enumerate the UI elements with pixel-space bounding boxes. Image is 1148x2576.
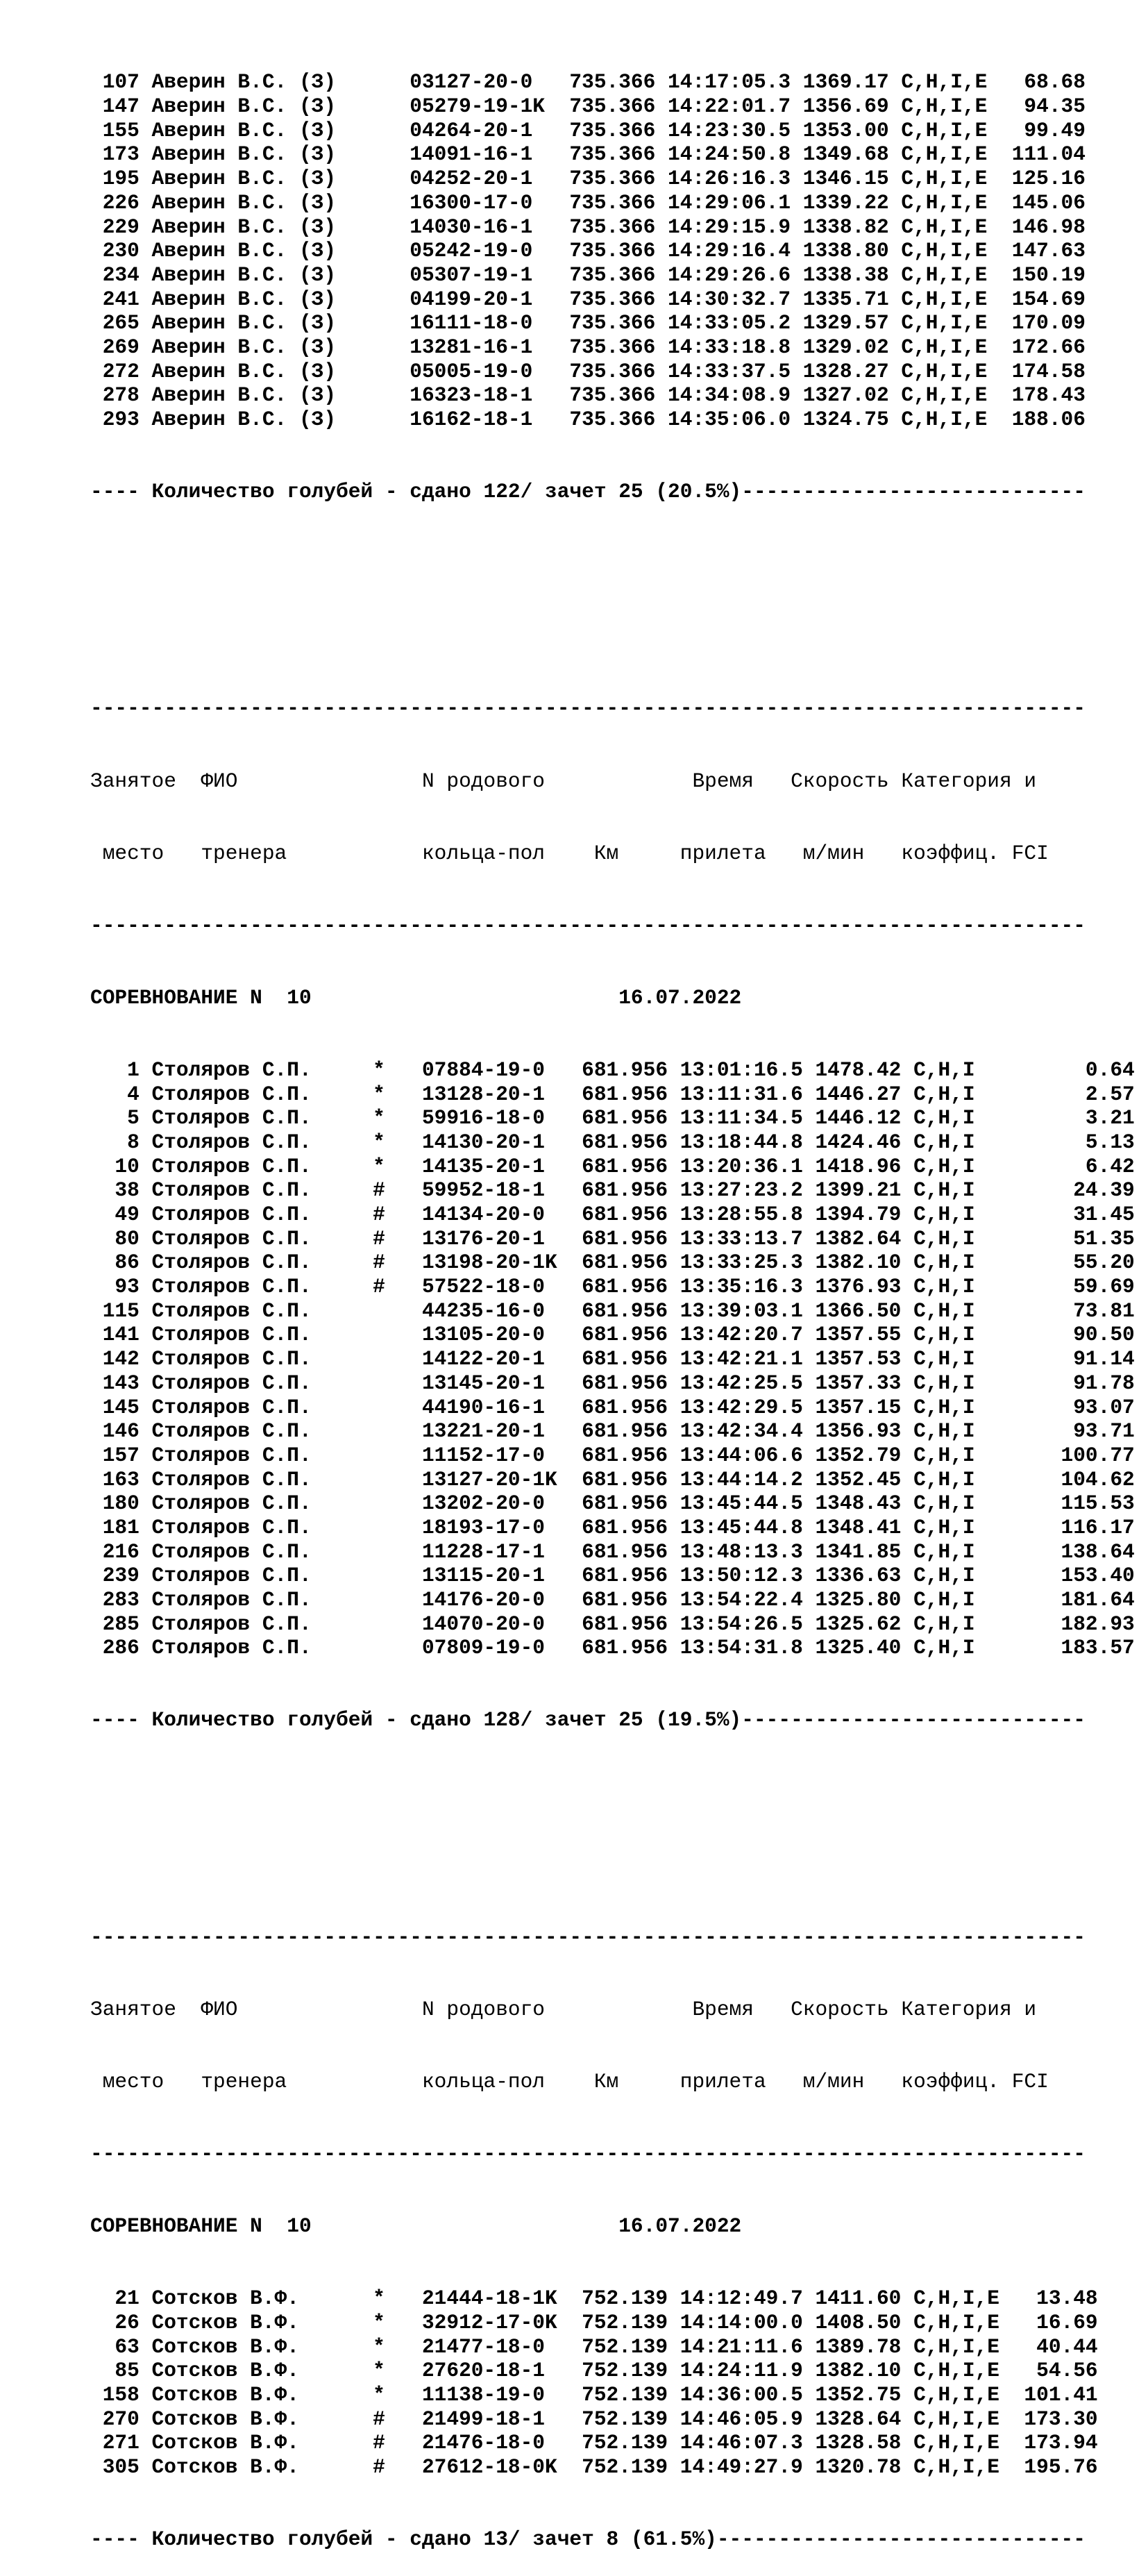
result-row: 107 Аверин В.С. (З) 03127-20-0 735.366 14:17:05.3 1369.17 C,H,I,E 68.68 <box>90 70 1086 94</box>
result-row: 173 Аверин В.С. (З) 14091-16-1 735.366 14:24:50.8 1349.68 C,H,I,E 111.04 <box>90 142 1086 167</box>
result-row: 1 Столяров С.П. * 07884-19-0 681.956 13:01:16.5 1478.42 C,H,I 0.64 <box>90 1057 1135 1082</box>
result-row: 8 Столяров С.П. * 14130-20-1 681.956 13:18:44.8 1424.46 C,H,I 5.13 <box>90 1130 1135 1154</box>
header-rule-bottom: --------------------------------------------------------------------------------- <box>90 2142 1086 2166</box>
result-row: 285 Столяров С.П. 14070-20-0 681.956 13:54:26.5 1325.62 C,H,I 182.93 <box>90 1612 1135 1636</box>
result-row: 85 Сотсков В.Ф. * 27620-18-1 752.139 14:24:11.9 1382.10 C,H,I,E 54.56 <box>90 2359 1098 2383</box>
result-row: 230 Аверин В.С. (З) 05242-19-0 735.366 14:29:16.4 1338.80 C,H,I,E 147.63 <box>90 239 1086 263</box>
block-averin <box>90 70 1135 431</box>
result-row: 21 Сотсков В.Ф. * 21444-18-1K 752.139 14:12:49.7 1411.60 C,H,I,E 13.48 <box>90 2286 1098 2311</box>
result-row: 226 Аверин В.С. (З) 16300-17-0 735.366 14:29:06.1 1339.22 C,H,I,E 145.06 <box>90 190 1086 215</box>
result-row: 278 Аверин В.С. (З) 16323-18-1 735.366 14:34:08.9 1327.02 C,H,I,E 178.43 <box>90 383 1086 408</box>
result-row: 158 Сотсков В.Ф. * 11138-19-0 752.139 14:36:00.5 1352.75 C,H,I,E 101.41 <box>90 2382 1098 2407</box>
result-row: 216 Столяров С.П. 11228-17-1 681.956 13:48:13.3 1341.85 C,H,I 138.64 <box>90 1539 1135 1564</box>
block-stolyarov <box>90 1058 1135 1660</box>
block-sotskov <box>90 2286 1135 2479</box>
header-line-1: Занятое ФИО N родового Время Скорость Категория и <box>90 769 1037 793</box>
result-row: 38 Столяров С.П. # 59952-18-1 681.956 13:27:23.2 1399.21 C,H,I 24.39 <box>90 1178 1135 1203</box>
header-line-1: Занятое ФИО N родового Время Скорость Категория и <box>90 1997 1037 2021</box>
result-row: 115 Столяров С.П. 44235-16-0 681.956 13:39:03.1 1366.50 C,H,I 73.81 <box>90 1298 1135 1323</box>
result-row: 5 Столяров С.П. * 59916-18-0 681.956 13:11:34.5 1446.12 C,H,I 3.21 <box>90 1106 1135 1130</box>
header-line-2: место тренера кольца-пол Км прилета м/мин коэффиц. FCI <box>90 2069 1049 2093</box>
result-row: 271 Сотсков В.Ф. # 21476-18-0 752.139 14:46:07.3 1328.58 C,H,I,E 173.94 <box>90 2431 1098 2455</box>
summary-stolyarov: ---- Количество голубей - сдано 128/ зачет 25 (19.5%)---------------------------- <box>90 1708 1086 1732</box>
result-row: 305 Сотсков В.Ф. # 27612-18-0K 752.139 14:49:27.9 1320.78 C,H,I,E 195.76 <box>90 2455 1098 2479</box>
result-row: 286 Столяров С.П. 07809-19-0 681.956 13:54:31.8 1325.40 C,H,I 183.57 <box>90 1636 1135 1660</box>
result-row: 155 Аверин В.С. (З) 04264-20-1 735.366 14:23:30.5 1353.00 C,H,I,E 99.49 <box>90 118 1086 142</box>
header-line-2: место тренера кольца-пол Км прилета м/мин коэффиц. FCI <box>90 841 1049 865</box>
competition-title: СОРЕВНОВАНИЕ N 10 16.07.2022 <box>90 985 742 1010</box>
result-row: 157 Столяров С.П. 11152-17-0 681.956 13:44:06.6 1352.79 C,H,I 100.77 <box>90 1443 1135 1467</box>
result-row: 4 Столяров С.П. * 13128-20-1 681.956 13:11:31.6 1446.27 C,H,I 2.57 <box>90 1082 1135 1106</box>
result-row: 49 Столяров С.П. # 14134-20-0 681.956 13:28:55.8 1394.79 C,H,I 31.45 <box>90 1203 1135 1226</box>
result-row: 272 Аверин В.С. (З) 05005-19-0 735.366 14:33:37.5 1328.27 C,H,I,E 174.58 <box>90 359 1086 383</box>
header-rule-bottom: --------------------------------------------------------------------------------- <box>90 913 1086 937</box>
result-row: 283 Столяров С.П. 14176-20-0 681.956 13:54:22.4 1325.80 C,H,I 181.64 <box>90 1588 1135 1612</box>
result-row: 181 Столяров С.П. 18193-17-0 681.956 13:45:44.8 1348.41 C,H,I 116.17 <box>90 1515 1135 1539</box>
result-row: 145 Столяров С.П. 44190-16-1 681.956 13:42:29.5 1357.15 C,H,I 93.07 <box>90 1395 1135 1419</box>
result-row: 265 Аверин В.С. (З) 16111-18-0 735.366 14:33:05.2 1329.57 C,H,I,E 170.09 <box>90 311 1086 335</box>
summary-sotskov: ---- Количество голубей - сдано 13/ зачет 8 (61.5%)------------------------------ <box>90 2527 1086 2552</box>
result-row: 147 Аверин В.С. (З) 05279-19-1K 735.366 14:22:01.7 1356.69 C,H,I,E 94.35 <box>90 94 1086 119</box>
result-row: 269 Аверин В.С. (З) 13281-16-1 735.366 14:33:18.8 1329.02 C,H,I,E 172.66 <box>90 335 1086 359</box>
result-row: 26 Сотсков В.Ф. * 32912-17-0K 752.139 14:14:00.0 1408.50 C,H,I,E 16.69 <box>90 2310 1098 2334</box>
result-row: 80 Столяров С.П. # 13176-20-1 681.956 13:33:13.7 1382.64 C,H,I 51.35 <box>90 1226 1135 1251</box>
result-row: 270 Сотсков В.Ф. # 21499-18-1 752.139 14:46:05.9 1328.64 C,H,I,E 173.30 <box>90 2407 1098 2431</box>
result-row: 241 Аверин В.С. (З) 04199-20-1 735.366 14:30:32.7 1335.71 C,H,I,E 154.69 <box>90 287 1086 311</box>
result-row: 234 Аверин В.С. (З) 05307-19-1 735.366 14:29:26.6 1338.38 C,H,I,E 150.19 <box>90 262 1086 287</box>
results-document <box>90 22 1135 2576</box>
summary-averin: ---- Количество голубей - сдано 122/ зачет 25 (20.5%)---------------------------- <box>90 480 1086 504</box>
header-rule-top: --------------------------------------------------------------------------------- <box>90 1925 1086 1949</box>
result-row: 195 Аверин В.С. (З) 04252-20-1 735.366 14:26:16.3 1346.15 C,H,I,E 125.16 <box>90 167 1086 191</box>
result-row: 143 Столяров С.П. 13145-20-1 681.956 13:42:25.5 1357.33 C,H,I 91.78 <box>90 1371 1135 1395</box>
result-row: 142 Столяров С.П. 14122-20-1 681.956 13:42:21.1 1357.53 C,H,I 91.14 <box>90 1347 1135 1371</box>
result-row: 180 Столяров С.П. 13202-20-0 681.956 13:45:44.5 1348.43 C,H,I 115.53 <box>90 1491 1135 1516</box>
result-row: 229 Аверин В.С. (З) 14030-16-1 735.366 14:29:15.9 1338.82 C,H,I,E 146.98 <box>90 215 1086 239</box>
competition-title: СОРЕВНОВАНИЕ N 10 16.07.2022 <box>90 2214 742 2239</box>
result-row: 86 Столяров С.П. # 13198-20-1K 681.956 13:33:25.3 1382.10 C,H,I 55.20 <box>90 1251 1135 1275</box>
result-row: 63 Сотсков В.Ф. * 21477-18-0 752.139 14:21:11.6 1389.78 C,H,I,E 40.44 <box>90 2334 1098 2359</box>
result-row: 10 Столяров С.П. * 14135-20-1 681.956 13:20:36.1 1418.96 C,H,I 6.42 <box>90 1154 1135 1178</box>
header-rule-top: --------------------------------------------------------------------------------- <box>90 696 1086 721</box>
result-row: 146 Столяров С.П. 13221-20-1 681.956 13:42:34.4 1356.93 C,H,I 93.71 <box>90 1419 1135 1444</box>
result-row: 141 Столяров С.П. 13105-20-0 681.956 13:42:20.7 1357.55 C,H,I 90.50 <box>90 1323 1135 1347</box>
result-row: 93 Столяров С.П. # 57522-18-0 681.956 13:35:16.3 1376.93 C,H,I 59.69 <box>90 1275 1135 1299</box>
result-row: 239 Столяров С.П. 13115-20-1 681.956 13:50:12.3 1336.63 C,H,I 153.40 <box>90 1564 1135 1588</box>
result-row: 293 Аверин В.С. (З) 16162-18-1 735.366 14:35:06.0 1324.75 C,H,I,E 188.06 <box>90 408 1086 432</box>
result-row: 163 Столяров С.П. 13127-20-1K 681.956 13:44:14.2 1352.45 C,H,I 104.62 <box>90 1467 1135 1491</box>
